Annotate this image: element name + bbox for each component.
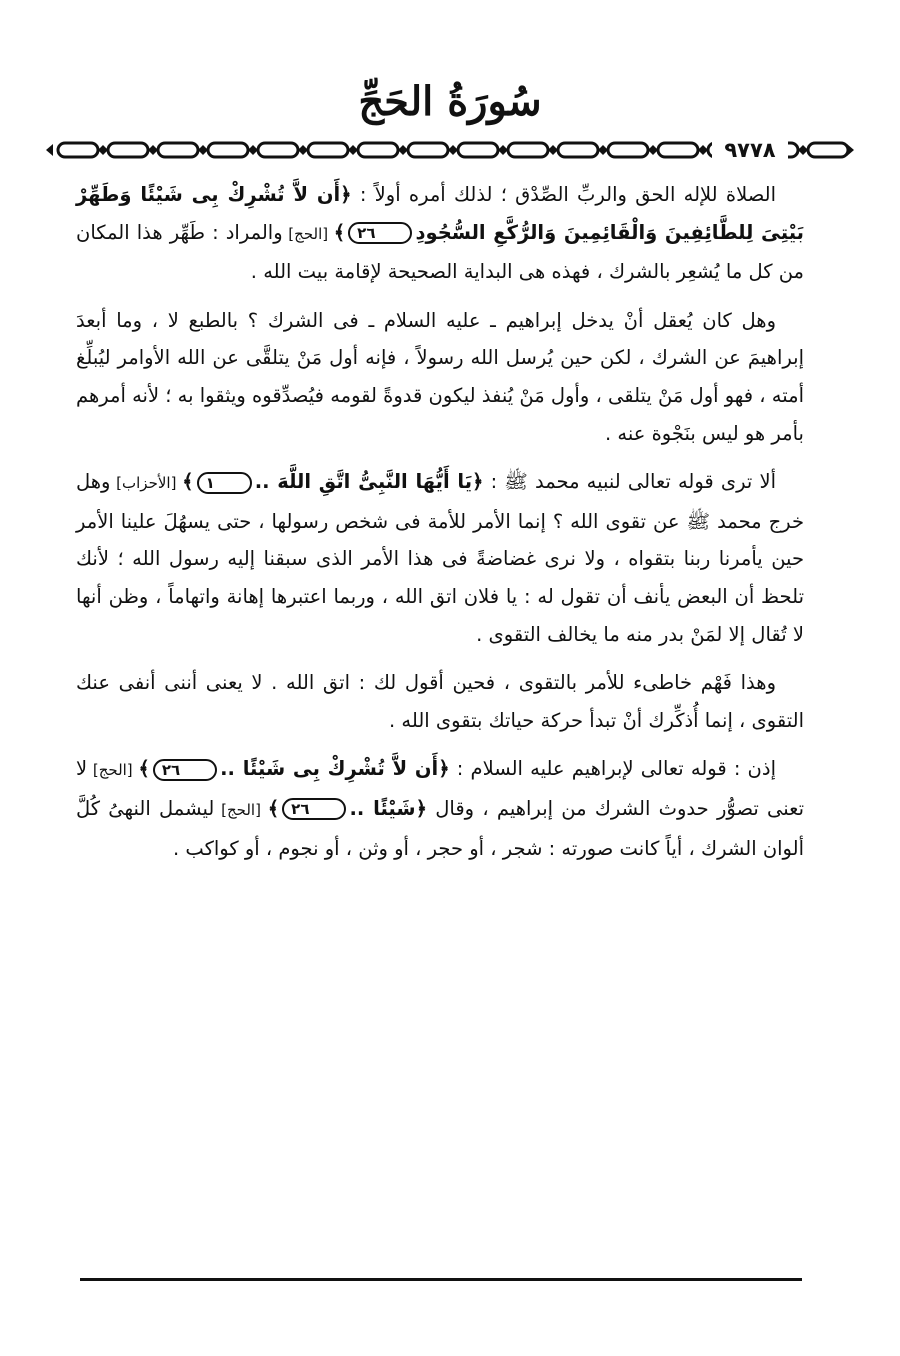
- chain-link: [508, 143, 548, 157]
- paragraph: [76, 176, 804, 291]
- chain-link: [108, 143, 148, 157]
- chain-link: [308, 143, 348, 157]
- chain-link: [158, 143, 198, 157]
- text-run: وهل خرج محمد ﷺ عن تقوى الله ؟ إنما الأمر للأمة فى شخص رسولها ، حتى يسهُلَ علينا الأمر حين يأمرنا ربنا بتقواه ، ولا نرى غضاضةً فى هذا الأمر الذى سبقنا إليه رسول الله ؛ لأنك تلحظ أن البعض يأنف أن تقول له : يا فلان اتق الله ، وربما اعتبرها إهانة واتهاماً ، وظن أنها لا تُقال إلا لمَنْ بدر منه ما يخالف التقوى .: [76, 470, 804, 646]
- verse-bracket: ﴿: [438, 757, 450, 781]
- chain-link: [558, 143, 598, 157]
- chain-end-right: [847, 144, 854, 156]
- chain-end-left: [46, 144, 53, 156]
- bottom-rule: [80, 1278, 802, 1281]
- text-run: والمراد : طَهِّر هذا المكان من كل ما يُشعِر بالشرك ، فهذه هى البداية الصحيحة لإقامة بيت الله .: [76, 220, 804, 284]
- text-run: إذن : قوله تعالى لإبراهيم عليه السلام :: [449, 757, 776, 781]
- chain-link: [408, 143, 448, 157]
- text-run: وهل كان يُعقل أنْ يدخل إبراهيم ـ عليه السلام ـ فى الشرك ؟ بالطبع لا ، وما أبعدَ إبراهيمَ عن الشرك ، لكن حين يُرسل الله رسولاً ، فإنه أول مَنْ يتلقَّى عن الله الأوامر ليُبلِّغ أمته ، فهو أول مَنْ يتلقى ، وأول مَنْ يُنفذ ليكون قدوةً لقومه فيُصدِّقوه ويثقوا به ؛ لأنه أمرهم بأمر هو ليس بنَجْوة عنه .: [75, 308, 804, 445]
- surah-reference: [الأحزاب]: [110, 474, 183, 493]
- verse-bracket: ﴿: [415, 796, 427, 820]
- verse-number-badge: ٢٦: [282, 798, 346, 820]
- quran-verse: أَن لاَّ تُشْرِكْ بِى شَيْئًا وَطَهِّرْ بَيْتِىَ لِلطَّائِفِينَ وَالْقَائِمِينَ وَالرُّكَّعِ السُّجُودِ: [76, 183, 805, 244]
- text-run: ليشمل النهىُ كُلَّ ألوان الشرك ، أياً كانت صورته : شجر ، أو حجر ، أو وثن ، أو نجوم ، أو كواكب .: [76, 796, 804, 860]
- text-run: لا تعنى تصوُّر حدوث الشرك من إبراهيم ، وقال: [76, 757, 805, 820]
- surah-reference: [الحج]: [214, 800, 268, 819]
- text-run: وهذا فَهْم خاطىء للأمر بالتقوى ، فحين أقول لك : اتق الله . لا يعنى أننى أنفى عنك التقوى ، إنما أُذكِّرك أنْ تبدأ حركة حياتك بتقوى الله .: [76, 671, 804, 732]
- chain-link: [608, 143, 648, 157]
- verse-bracket: ﴾: [182, 470, 194, 494]
- surah-reference: [الحج]: [87, 761, 139, 780]
- verse-number-badge: ٢٦: [348, 222, 412, 244]
- text-run: ألا ترى قوله تعالى لنبيه محمد ﷺ :: [483, 470, 776, 494]
- verse-bracket: ﴿: [472, 470, 484, 494]
- quran-verse: شَيْئًا ..: [349, 796, 416, 820]
- verse-number-badge: ١: [197, 472, 252, 494]
- chain-link: [258, 143, 298, 157]
- chain-link: [808, 143, 848, 157]
- chain-link: [208, 143, 248, 157]
- paragraph: [76, 750, 804, 867]
- paragraph: [76, 463, 804, 653]
- text-run: الصلاة للإله الحق والربِّ الصِّدْق ؛ لذلك أمره أولاً :: [351, 183, 776, 206]
- verse-bracket: ﴾: [138, 757, 150, 781]
- chain-link: [358, 143, 398, 157]
- surah-title: سُورَةُ الحَجِّ: [358, 78, 542, 125]
- paragraph: [76, 664, 804, 739]
- paragraph: [76, 302, 804, 452]
- verse-bracket: ﴾: [267, 796, 280, 820]
- quran-verse: يَا أَيُّهَا النَّبِىُّ اتَّقِ اللَّهَ ..: [254, 470, 473, 494]
- chain-link: [458, 143, 498, 157]
- chain-link: [58, 143, 98, 157]
- page-number: ٩٧٧٨: [712, 138, 788, 162]
- main-text: [76, 176, 804, 878]
- quran-verse: أَن لاَّ تُشْرِكْ بِى شَيْئًا ..: [220, 757, 439, 781]
- verse-bracket: ﴾: [333, 220, 346, 244]
- surah-reference: [الحج]: [282, 224, 334, 243]
- verse-bracket: ﴿: [340, 183, 352, 206]
- chain-link: [658, 143, 698, 157]
- verse-number-badge: ٢٦: [153, 759, 217, 781]
